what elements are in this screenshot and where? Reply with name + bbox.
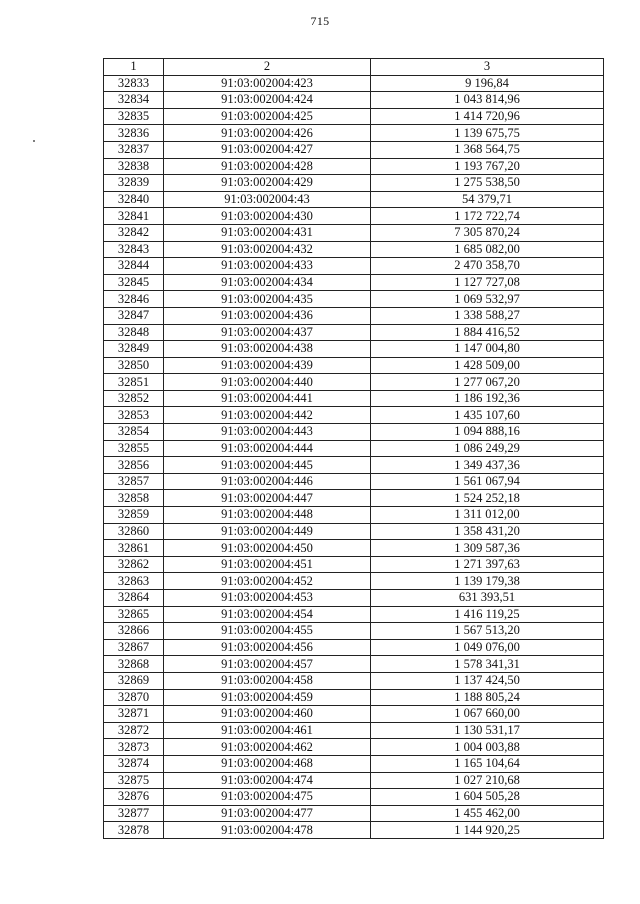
table-row — [104, 606, 604, 623]
table-row — [104, 689, 604, 706]
table-row — [104, 573, 604, 590]
row-number-cell: 32870 — [104, 689, 164, 706]
table-row — [104, 789, 604, 806]
value-cell: 1 188 805,24 — [371, 689, 604, 706]
cadastral-number-cell: 91:03:002004:462 — [164, 739, 371, 756]
table-row — [104, 125, 604, 142]
value-cell: 1 567 513,20 — [371, 623, 604, 640]
row-number-cell: 32843 — [104, 241, 164, 258]
row-number-cell: 32853 — [104, 407, 164, 424]
value-cell: 1 368 564,75 — [371, 141, 604, 158]
value-cell: 1 358 431,20 — [371, 523, 604, 540]
table-row — [104, 191, 604, 208]
column-header-1: 1 — [104, 59, 164, 76]
cadastral-number-cell: 91:03:002004:438 — [164, 341, 371, 358]
row-number-cell: 32839 — [104, 175, 164, 192]
table-body — [104, 75, 604, 838]
registry-table — [103, 58, 604, 839]
table-row — [104, 341, 604, 358]
row-number-cell: 32845 — [104, 274, 164, 291]
value-cell: 1 069 532,97 — [371, 291, 604, 308]
value-cell: 1 144 920,25 — [371, 822, 604, 839]
cadastral-number-cell: 91:03:002004:450 — [164, 540, 371, 557]
table-row — [104, 457, 604, 474]
table-row — [104, 672, 604, 689]
value-cell: 1 004 003,88 — [371, 739, 604, 756]
value-cell: 1 193 767,20 — [371, 158, 604, 175]
row-number-cell: 32871 — [104, 706, 164, 723]
table-row — [104, 822, 604, 839]
table-row — [104, 407, 604, 424]
row-number-cell: 32862 — [104, 556, 164, 573]
cadastral-number-cell: 91:03:002004:445 — [164, 457, 371, 474]
table-row — [104, 141, 604, 158]
value-cell: 9 196,84 — [371, 75, 604, 92]
table-row — [104, 639, 604, 656]
value-cell: 1 165 104,64 — [371, 755, 604, 772]
cadastral-number-cell: 91:03:002004:455 — [164, 623, 371, 640]
value-cell: 1 147 004,80 — [371, 341, 604, 358]
cadastral-number-cell: 91:03:002004:434 — [164, 274, 371, 291]
value-cell: 1 414 720,96 — [371, 108, 604, 125]
row-number-cell: 32861 — [104, 540, 164, 557]
table-row — [104, 241, 604, 258]
value-cell: 1 137 424,50 — [371, 672, 604, 689]
value-cell: 1 130 531,17 — [371, 722, 604, 739]
cadastral-number-cell: 91:03:002004:442 — [164, 407, 371, 424]
row-number-cell: 32841 — [104, 208, 164, 225]
cadastral-number-cell: 91:03:002004:452 — [164, 573, 371, 590]
row-number-cell: 32856 — [104, 457, 164, 474]
cadastral-number-cell: 91:03:002004:439 — [164, 357, 371, 374]
row-number-cell: 32875 — [104, 772, 164, 789]
cadastral-number-cell: 91:03:002004:460 — [164, 706, 371, 723]
row-number-cell: 32855 — [104, 440, 164, 457]
cadastral-number-cell: 91:03:002004:444 — [164, 440, 371, 457]
row-number-cell: 32868 — [104, 656, 164, 673]
row-number-cell: 32851 — [104, 374, 164, 391]
value-cell: 1 043 814,96 — [371, 92, 604, 109]
value-cell: 1 309 587,36 — [371, 540, 604, 557]
table-row — [104, 224, 604, 241]
value-cell: 1 027 210,68 — [371, 772, 604, 789]
row-number-cell: 32857 — [104, 473, 164, 490]
table-row — [104, 92, 604, 109]
row-number-cell: 32848 — [104, 324, 164, 341]
value-cell: 1 127 727,08 — [371, 274, 604, 291]
table-row — [104, 274, 604, 291]
row-number-cell: 32864 — [104, 590, 164, 607]
table-row — [104, 739, 604, 756]
value-cell: 1 604 505,28 — [371, 789, 604, 806]
table-row — [104, 772, 604, 789]
table-row — [104, 755, 604, 772]
cadastral-number-cell: 91:03:002004:424 — [164, 92, 371, 109]
table-row — [104, 390, 604, 407]
column-header-3: 3 — [371, 59, 604, 76]
cadastral-number-cell: 91:03:002004:425 — [164, 108, 371, 125]
table-row — [104, 722, 604, 739]
value-cell: 1 311 012,00 — [371, 507, 604, 524]
cadastral-number-cell: 91:03:002004:457 — [164, 656, 371, 673]
cadastral-number-cell: 91:03:002004:451 — [164, 556, 371, 573]
value-cell: 1 271 397,63 — [371, 556, 604, 573]
value-cell: 1 338 588,27 — [371, 307, 604, 324]
row-number-cell: 32878 — [104, 822, 164, 839]
value-cell: 1 049 076,00 — [371, 639, 604, 656]
stray-mark — [33, 140, 35, 142]
cadastral-number-cell: 91:03:002004:448 — [164, 507, 371, 524]
value-cell: 1 416 119,25 — [371, 606, 604, 623]
cadastral-number-cell: 91:03:002004:449 — [164, 523, 371, 540]
row-number-cell: 32849 — [104, 341, 164, 358]
cadastral-number-cell: 91:03:002004:478 — [164, 822, 371, 839]
cadastral-number-cell: 91:03:002004:431 — [164, 224, 371, 241]
value-cell: 7 305 870,24 — [371, 224, 604, 241]
value-cell: 1 884 416,52 — [371, 324, 604, 341]
row-number-cell: 32866 — [104, 623, 164, 640]
cadastral-number-cell: 91:03:002004:430 — [164, 208, 371, 225]
row-number-cell: 32835 — [104, 108, 164, 125]
value-cell: 1 139 179,38 — [371, 573, 604, 590]
value-cell: 1 275 538,50 — [371, 175, 604, 192]
cadastral-number-cell: 91:03:002004:459 — [164, 689, 371, 706]
row-number-cell: 32863 — [104, 573, 164, 590]
cadastral-number-cell: 91:03:002004:443 — [164, 424, 371, 441]
row-number-cell: 32867 — [104, 639, 164, 656]
cadastral-number-cell: 91:03:002004:426 — [164, 125, 371, 142]
table-row — [104, 424, 604, 441]
cadastral-number-cell: 91:03:002004:43 — [164, 191, 371, 208]
value-cell: 1 685 082,00 — [371, 241, 604, 258]
row-number-cell: 32877 — [104, 805, 164, 822]
cadastral-number-cell: 91:03:002004:475 — [164, 789, 371, 806]
cadastral-number-cell: 91:03:002004:428 — [164, 158, 371, 175]
row-number-cell: 32840 — [104, 191, 164, 208]
value-cell: 1 578 341,31 — [371, 656, 604, 673]
cadastral-number-cell: 91:03:002004:427 — [164, 141, 371, 158]
column-header-2: 2 — [164, 59, 371, 76]
row-number-cell: 32847 — [104, 307, 164, 324]
cadastral-number-cell: 91:03:002004:437 — [164, 324, 371, 341]
table-row — [104, 108, 604, 125]
value-cell: 2 470 358,70 — [371, 258, 604, 275]
row-number-cell: 32852 — [104, 390, 164, 407]
table-row — [104, 440, 604, 457]
cadastral-number-cell: 91:03:002004:433 — [164, 258, 371, 275]
cadastral-number-cell: 91:03:002004:441 — [164, 390, 371, 407]
value-cell: 1 524 252,18 — [371, 490, 604, 507]
table-row — [104, 473, 604, 490]
table-row — [104, 307, 604, 324]
row-number-cell: 32874 — [104, 755, 164, 772]
table-row — [104, 258, 604, 275]
value-cell: 1 139 675,75 — [371, 125, 604, 142]
table-row — [104, 623, 604, 640]
cadastral-number-cell: 91:03:002004:447 — [164, 490, 371, 507]
row-number-cell: 32858 — [104, 490, 164, 507]
cadastral-number-cell: 91:03:002004:453 — [164, 590, 371, 607]
table-row — [104, 324, 604, 341]
cadastral-number-cell: 91:03:002004:429 — [164, 175, 371, 192]
value-cell: 1 349 437,36 — [371, 457, 604, 474]
cadastral-number-cell: 91:03:002004:436 — [164, 307, 371, 324]
table-row — [104, 507, 604, 524]
page-number: 715 — [310, 14, 330, 28]
value-cell: 1 086 249,29 — [371, 440, 604, 457]
row-number-cell: 32838 — [104, 158, 164, 175]
row-number-cell: 32859 — [104, 507, 164, 524]
row-number-cell: 32865 — [104, 606, 164, 623]
cadastral-number-cell: 91:03:002004:468 — [164, 755, 371, 772]
cadastral-number-cell: 91:03:002004:432 — [164, 241, 371, 258]
value-cell: 1 067 660,00 — [371, 706, 604, 723]
cadastral-number-cell: 91:03:002004:458 — [164, 672, 371, 689]
row-number-cell: 32834 — [104, 92, 164, 109]
cadastral-number-cell: 91:03:002004:477 — [164, 805, 371, 822]
row-number-cell: 32836 — [104, 125, 164, 142]
table-row — [104, 540, 604, 557]
table-row — [104, 374, 604, 391]
row-number-cell: 32873 — [104, 739, 164, 756]
value-cell: 1 435 107,60 — [371, 407, 604, 424]
value-cell: 1 172 722,74 — [371, 208, 604, 225]
value-cell: 1 561 067,94 — [371, 473, 604, 490]
value-cell: 1 455 462,00 — [371, 805, 604, 822]
cadastral-number-cell: 91:03:002004:474 — [164, 772, 371, 789]
table-row — [104, 556, 604, 573]
row-number-cell: 32872 — [104, 722, 164, 739]
table-row — [104, 175, 604, 192]
cadastral-number-cell: 91:03:002004:435 — [164, 291, 371, 308]
row-number-cell: 32869 — [104, 672, 164, 689]
cadastral-number-cell: 91:03:002004:456 — [164, 639, 371, 656]
value-cell: 54 379,71 — [371, 191, 604, 208]
row-number-cell: 32833 — [104, 75, 164, 92]
row-number-cell: 32842 — [104, 224, 164, 241]
value-cell: 631 393,51 — [371, 590, 604, 607]
row-number-cell: 32876 — [104, 789, 164, 806]
value-cell: 1 186 192,36 — [371, 390, 604, 407]
table-row — [104, 291, 604, 308]
row-number-cell: 32860 — [104, 523, 164, 540]
row-number-cell: 32837 — [104, 141, 164, 158]
row-number-cell: 32854 — [104, 424, 164, 441]
table-row — [104, 656, 604, 673]
table-row — [104, 706, 604, 723]
table-row — [104, 208, 604, 225]
table-row — [104, 590, 604, 607]
value-cell: 1 428 509,00 — [371, 357, 604, 374]
cadastral-number-cell: 91:03:002004:461 — [164, 722, 371, 739]
table-row — [104, 75, 604, 92]
cadastral-number-cell: 91:03:002004:423 — [164, 75, 371, 92]
row-number-cell: 32850 — [104, 357, 164, 374]
cadastral-number-cell: 91:03:002004:440 — [164, 374, 371, 391]
header-row — [104, 59, 604, 76]
table-row — [104, 490, 604, 507]
table-row — [104, 523, 604, 540]
row-number-cell: 32844 — [104, 258, 164, 275]
table-row — [104, 805, 604, 822]
table-row — [104, 158, 604, 175]
cadastral-number-cell: 91:03:002004:454 — [164, 606, 371, 623]
row-number-cell: 32846 — [104, 291, 164, 308]
value-cell: 1 094 888,16 — [371, 424, 604, 441]
value-cell: 1 277 067,20 — [371, 374, 604, 391]
table-row — [104, 357, 604, 374]
cadastral-number-cell: 91:03:002004:446 — [164, 473, 371, 490]
